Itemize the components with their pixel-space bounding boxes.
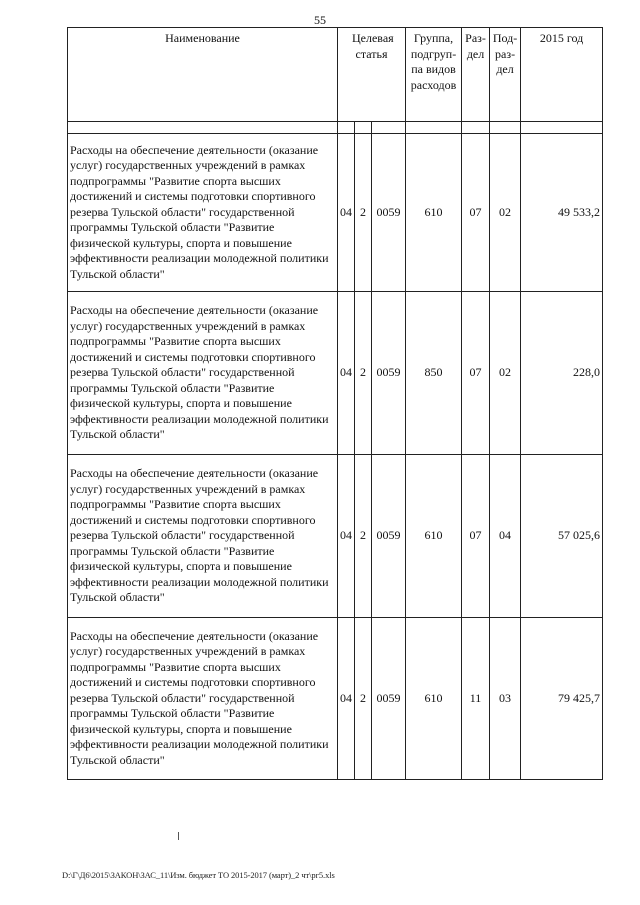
row-name: Расходы на обеспечение деятельности (оказание услуг) государственных учреждений в рамках подпрограммы "Развитие спорта высших достижений и системы подготовки спортивного резерва Тульской области" государственной программы Тульской области "Развитие физической культуры, спорта и повышение эффективности реализации молодежной политики Тульской области" — [68, 618, 338, 780]
row-group: 850 — [406, 292, 462, 455]
header-section: Раз-дел — [462, 28, 490, 122]
row-art3: 0059 — [372, 292, 406, 455]
row-name: Расходы на обеспечение деятельности (оказание услуг) государственных учреждений в рамках подпрограммы "Развитие спорта высших достижений и системы подготовки спортивного резерва Тульской области" государственной программы Тульской области "Развитие физической культуры, спорта и повышение эффективности реализации молодежной политики Тульской области" — [68, 134, 338, 292]
header-group: Группа, подгруп-па видов расходов — [406, 28, 462, 122]
row-section: 07 — [462, 134, 490, 292]
row-art3: 0059 — [372, 455, 406, 618]
row-amount: 49 533,2 — [521, 134, 603, 292]
row-art2: 2 — [355, 134, 372, 292]
table-row — [68, 134, 603, 292]
row-section: 11 — [462, 618, 490, 780]
row-amount: 228,0 — [521, 292, 603, 455]
header-year: 2015 год — [521, 28, 603, 122]
table-header-row — [68, 28, 603, 122]
spacer-row — [68, 122, 603, 134]
row-art2: 2 — [355, 455, 372, 618]
header-subsection: Под-раз-дел — [490, 28, 521, 122]
row-group: 610 — [406, 618, 462, 780]
row-subsection: 02 — [490, 292, 521, 455]
table-row — [68, 292, 603, 455]
row-group: 610 — [406, 134, 462, 292]
row-group: 610 — [406, 455, 462, 618]
row-art3: 0059 — [372, 618, 406, 780]
header-target-article: Целевая статья — [338, 28, 406, 122]
row-subsection: 03 — [490, 618, 521, 780]
row-name: Расходы на обеспечение деятельности (оказание услуг) государственных учреждений в рамках подпрограммы "Развитие спорта высших достижений и системы подготовки спортивного резерва Тульской области" государственной программы Тульской области "Развитие физической культуры, спорта и повышение эффективности реализации молодежной политики Тульской области" — [68, 455, 338, 618]
row-art1: 04 — [338, 455, 355, 618]
row-art1: 04 — [338, 618, 355, 780]
row-subsection: 04 — [490, 455, 521, 618]
row-section: 07 — [462, 455, 490, 618]
budget-table — [67, 27, 603, 780]
row-amount: 79 425,7 — [521, 618, 603, 780]
row-art1: 04 — [338, 292, 355, 455]
row-amount: 57 025,6 — [521, 455, 603, 618]
row-art1: 04 — [338, 134, 355, 292]
row-section: 07 — [462, 292, 490, 455]
row-name: Расходы на обеспечение деятельности (оказание услуг) государственных учреждений в рамках подпрограммы "Развитие спорта высших достижений и системы подготовки спортивного резерва Тульской области" государственной программы Тульской области "Развитие физической культуры, спорта и повышение эффективности реализации молодежной политики Тульской области" — [68, 292, 338, 455]
row-subsection: 02 — [490, 134, 521, 292]
table-row — [68, 455, 603, 618]
row-art2: 2 — [355, 292, 372, 455]
row-art2: 2 — [355, 618, 372, 780]
scan-mark — [178, 832, 179, 840]
page-number: 55 — [314, 13, 326, 27]
header-name: Наименование — [68, 28, 338, 122]
file-path-footer: D:\Г\Д6\2015\ЗАКОН\ЗАС_11\Изм. бюджет ТО 2015-2017 (март)_2 чт\рг5.xls — [62, 870, 335, 880]
table-row — [68, 618, 603, 780]
row-art3: 0059 — [372, 134, 406, 292]
